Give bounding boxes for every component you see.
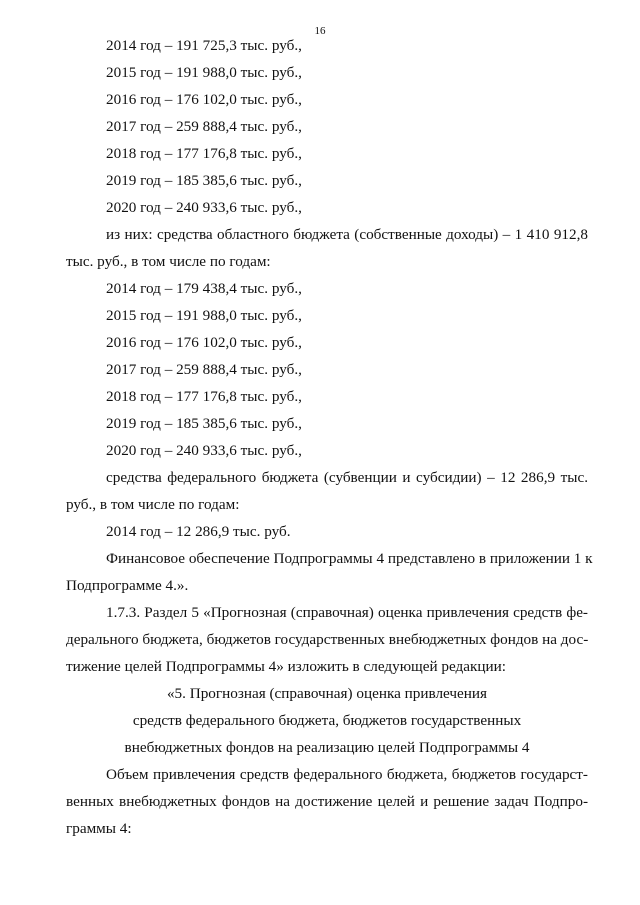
paragraph-line: средства федерального бюджета (субвенции и субсидии) – 12 286,9 тыс. — [106, 469, 588, 486]
year-line: 2015 год – 191 988,0 тыс. руб., — [106, 64, 302, 81]
paragraph-line: граммы 4: — [66, 820, 132, 837]
year-line: 2016 год – 176 102,0 тыс. руб., — [106, 91, 302, 108]
paragraph-line: Объем привлечения средств федерального бюджета, бюджетов государст- — [106, 766, 588, 783]
year-line: 2019 год – 185 385,6 тыс. руб., — [106, 415, 302, 432]
paragraph-line: 1.7.3. Раздел 5 «Прогнозная (справочная) оценка привлечения средств фе- — [106, 604, 588, 621]
page-number: 16 — [314, 25, 326, 37]
federal-year-line: 2014 год – 12 286,9 тыс. руб. — [106, 523, 291, 540]
year-line: 2017 год – 259 888,4 тыс. руб., — [106, 361, 302, 378]
paragraph-line: дерального бюджета, бюджетов государственных внебюджетных фондов на дос- — [66, 631, 589, 648]
year-line: 2020 год – 240 933,6 тыс. руб., — [106, 442, 302, 459]
paragraph-line: Подпрограмме 4.». — [66, 577, 189, 594]
heading-line: «5. Прогнозная (справочная) оценка привлечения — [166, 685, 488, 702]
heading-line: средств федерального бюджета, бюджетов государственных — [132, 712, 522, 729]
year-line: 2014 год – 179 438,4 тыс. руб., — [106, 280, 302, 297]
heading-line: внебюджетных фондов на реализацию целей Подпрограммы 4 — [124, 739, 530, 756]
paragraph-line: Финансовое обеспечение Подпрограммы 4 представлено в приложении 1 к — [106, 550, 593, 567]
paragraph-line: из них: средства областного бюджета (собственные доходы) – 1 410 912,8 — [106, 226, 588, 243]
year-line: 2019 год – 185 385,6 тыс. руб., — [106, 172, 302, 189]
paragraph-line: тижение целей Подпрограммы 4» изложить в следующей редакции: — [66, 658, 506, 675]
year-line: 2020 год – 240 933,6 тыс. руб., — [106, 199, 302, 216]
year-line: 2015 год – 191 988,0 тыс. руб., — [106, 307, 302, 324]
paragraph-line: руб., в том числе по годам: — [66, 496, 240, 513]
year-line: 2018 год – 177 176,8 тыс. руб., — [106, 145, 302, 162]
paragraph-line: тыс. руб., в том числе по годам: — [66, 253, 271, 270]
year-line: 2016 год – 176 102,0 тыс. руб., — [106, 334, 302, 351]
year-line: 2017 год – 259 888,4 тыс. руб., — [106, 118, 302, 135]
year-line: 2018 год – 177 176,8 тыс. руб., — [106, 388, 302, 405]
paragraph-line: венных внебюджетных фондов на достижение целей и решение задач Подпро- — [66, 793, 588, 810]
year-line: 2014 год – 191 725,3 тыс. руб., — [106, 37, 302, 54]
